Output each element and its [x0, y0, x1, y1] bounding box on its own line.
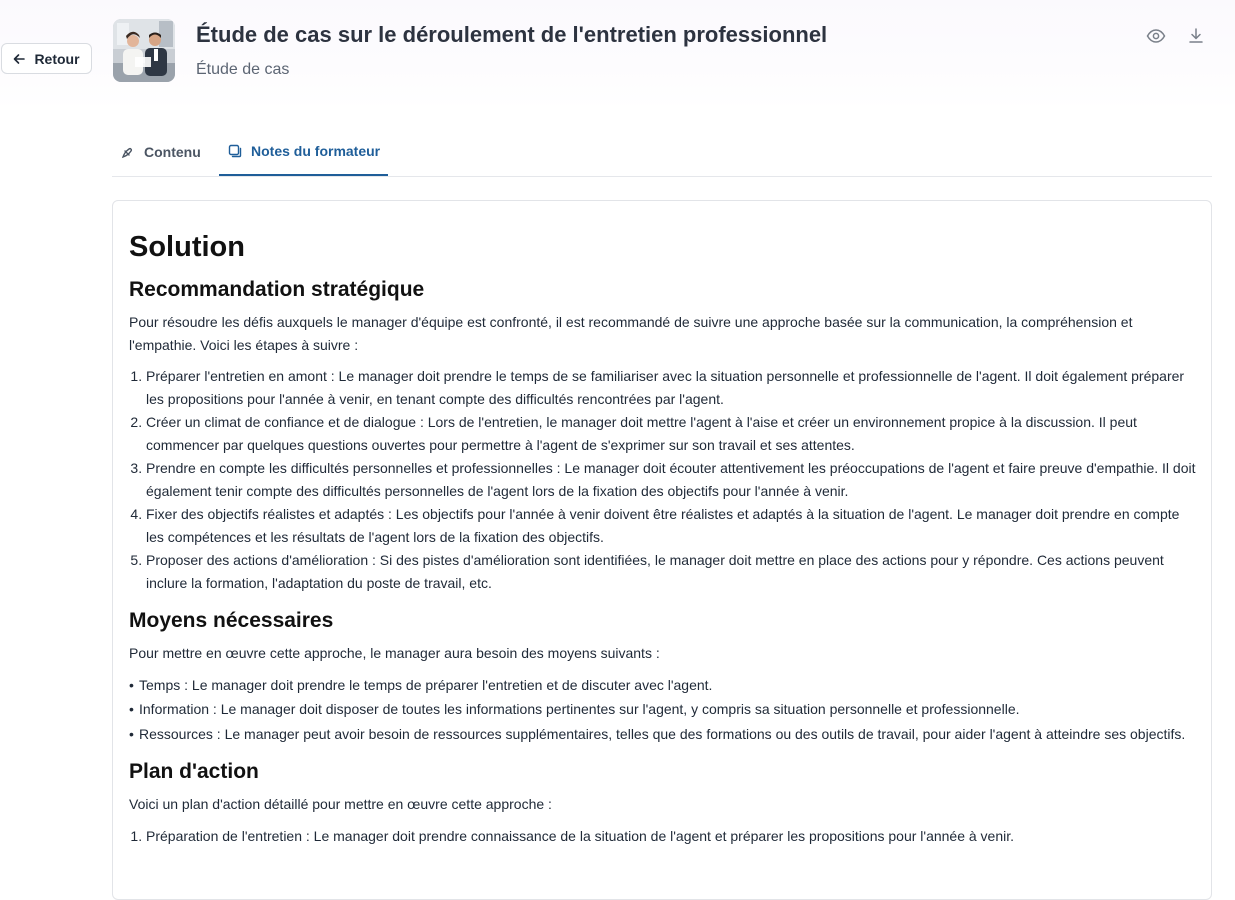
notes-icon	[227, 143, 243, 159]
page-subtitle: Étude de cas	[196, 61, 290, 78]
eye-icon[interactable]	[1146, 26, 1166, 46]
action-plan-list	[129, 825, 1197, 848]
list-item: 4. Fixer des objectifs réalistes et adaptés : Les objectifs pour l'année à venir doivent être réalistes et adaptés à la situation de l'agent. Le manager doit prendre en compte les compétences et les résultats de l'agent lors de la fixation des objectifs.	[146, 503, 1197, 548]
header-band	[0, 0, 1235, 110]
list-item: 1. Préparation de l'entretien : Le manager doit prendre connaissance de la situation de l'agent et préparer les propositions pour l'année à venir.	[146, 825, 1197, 848]
section-title: Plan d'action	[129, 760, 259, 783]
arrow-left-icon	[13, 53, 25, 65]
list-item: • Temps : Le manager doit prendre le temps de préparer l'entretien et de discuter avec l'agent.	[129, 674, 1197, 697]
back-button-label: Retour	[34, 50, 80, 67]
tab-contenu[interactable]	[120, 128, 201, 175]
section-intro: Voici un plan d'action détaillé pour mettre en œuvre cette approche :	[129, 796, 552, 812]
means-list	[129, 674, 1197, 746]
notes-content	[129, 228, 1197, 860]
steps-list	[129, 365, 1197, 594]
list-item: 2. Créer un climat de confiance et de dialogue : Lors de l'entretien, le manager doit mettre l'agent à l'aise et créer un environnement propice à la discussion. Il peut commencer par quelques questions ouvertes pour permettre à l'agent de s'exprimer sur son travail et ses attentes.	[146, 411, 1197, 456]
list-item: 5. Proposer des actions d'amélioration : Si des pistes d'amélioration sont identifiées, le manager doit mettre en place des actions pour y répondre. Ces actions peuvent inclure la formation, l'adaptation du poste de travail, etc.	[146, 549, 1197, 594]
business-meeting-thumbnail	[113, 19, 175, 82]
list-item: 3. Prendre en compte les difficultés personnelles et professionnelles : Le manager doit écouter attentivement les préoccupations de l'agent et faire preuve d'empathie. Il doit également tenir compte des difficultés personnelles de l'agent lors de la fixation des objectifs pour l'année à venir.	[146, 457, 1197, 502]
pen-icon	[120, 144, 136, 160]
tab-contenu-label: Contenu	[144, 143, 201, 160]
download-icon[interactable]	[1186, 26, 1206, 46]
back-button[interactable]	[1, 43, 92, 74]
section-intro: Pour résoudre les défis auxquels le manager d'équipe est confronté, il est recommandé de suivre une approche basée sur la communication, la compréhension et l'empathie. Voici les étapes à suivre :	[129, 314, 1133, 353]
list-item: 1. Préparer l'entretien en amont : Le manager doit prendre le temps de se familiariser avec la situation personnelle et professionnelle de l'agent. Il doit également préparer les propositions pour l'année à venir, en tenant compte des difficultés rencontrées par l'agent.	[146, 365, 1197, 410]
section-title: Recommandation stratégique	[129, 278, 425, 301]
list-item: • Ressources : Le manager peut avoir besoin de ressources supplémentaires, telles que des formations ou des outils de travail, pour aider l'agent à atteindre ses objectifs.	[129, 723, 1197, 746]
section-title: Moyens nécessaires	[129, 609, 334, 632]
tab-bar	[112, 128, 1212, 177]
tab-notes-label: Notes du formateur	[251, 143, 381, 159]
page-title: Étude de cas sur le déroulement de l'entretien professionnel	[196, 22, 828, 47]
tab-notes-formateur[interactable]	[219, 128, 388, 176]
content-heading: Solution	[129, 231, 245, 263]
list-item: • Information : Le manager doit disposer de toutes les informations pertinentes sur l'agent, y compris sa situation personnelle et professionnelle.	[129, 698, 1197, 721]
section-intro: Pour mettre en œuvre cette approche, le manager aura besoin des moyens suivants :	[129, 645, 660, 661]
